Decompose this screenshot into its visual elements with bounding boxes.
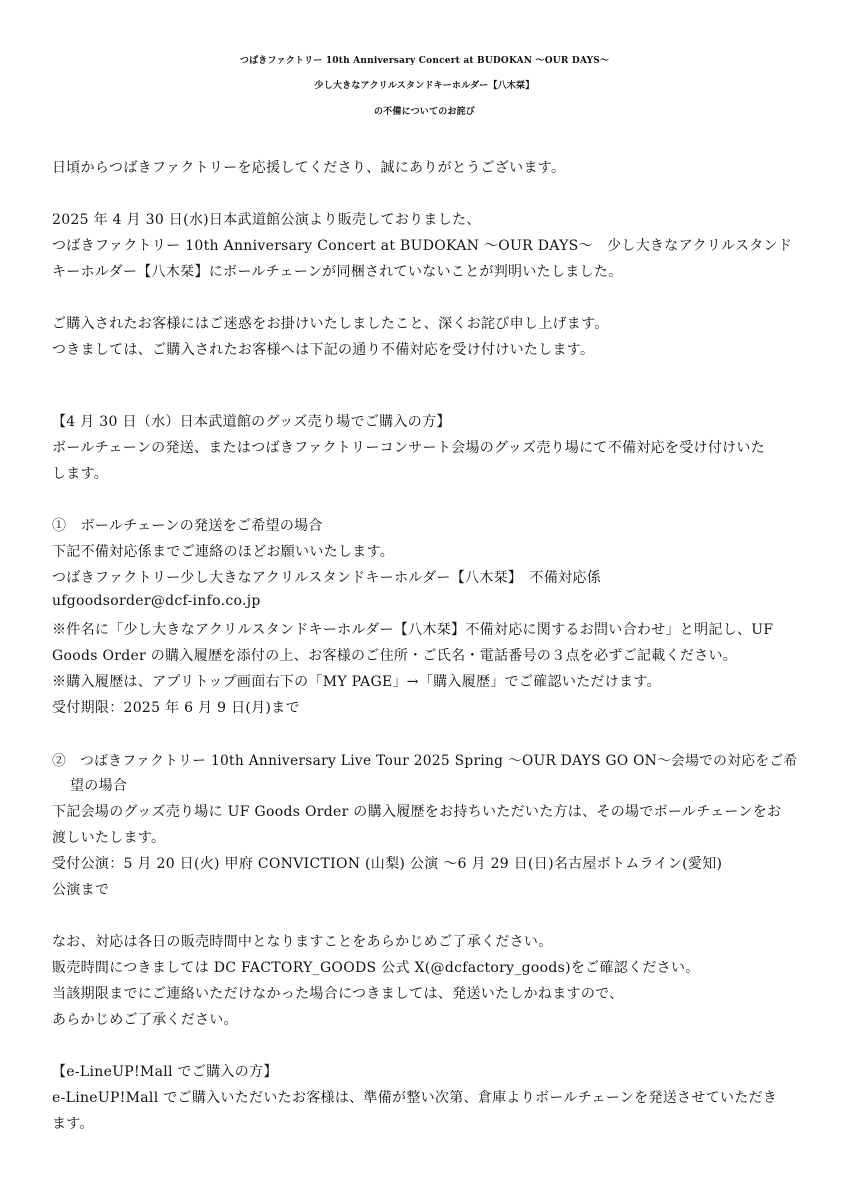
venue-section-heading: 【4 月 30 日（水）日本武道館のグッズ売り場でご購入の方】 [52,414,451,430]
option-2-heading-line-2: 望の場合 [70,778,128,794]
option-2-line-1: 下記会場のグッズ売り場に UF Goods Order の購入履歴をお持ちいただいた方は、その場でボールチェーンをお [52,804,782,820]
apology-line-2: つきましては、ご購入されたお客様へは下記の通り不備対応を受け付けいたします。 [52,342,595,358]
notes-line-1: なお、対応は各日の販売時間中となりますことをあらかじめご了承ください。 [52,934,553,950]
option-1-line-1: 下記不備対応係までご連絡のほどお願いいたします。 [52,544,395,560]
description-line-1: 2025 年 4 月 30 日(水)日本武道館公演より販売しておりました、 [52,212,481,228]
option-1-deadline: 受付期限：2025 年 6 月 9 日(月)まで [52,700,300,716]
option-2-heading-line-1: ② つばきファクトリー 10th Anniversary Live Tour 2025 Spring ～OUR DAYS GO ON～会場での対応をご希 [52,753,798,769]
page-title-line-2: 少し大きなアクリルスタンドキーホルダー【八木栞】 [314,81,535,91]
description-line-2: つばきファクトリー 10th Anniversary Concert at BUDOKAN ～OUR DAYS～ 少し大きなアクリルスタンド [52,238,793,254]
page-title-line-3: の不備についてのお詫び [373,107,476,117]
option-2-line-2: 渡しいたします。 [52,830,166,846]
option-1-note-1-line-1: ※件名に「少し大きなアクリルスタンドキーホルダー【八木栞】不備対応に関するお問い合わせ」と明記し、UF [52,622,774,638]
description-line-3: キーホルダー【八木栞】にボールチェーンが同梱されていないことが判明いたしました。 [52,264,623,280]
notes-line-4: あらかじめご了承ください。 [52,1012,238,1028]
mall-section-body-line-1: e-LineUP!Mall でご購入いただいたお客様は、準備が整い次第、倉庫よりボールチェーンを発送させていただき [52,1090,778,1106]
option-2-period-line-2: 公演まで [52,882,110,898]
page-title-line-1: つばきファクトリー 10th Anniversary Concert at BUDOKAN ～OUR DAYS～ [239,56,610,66]
greeting-text: 日頃からつばきファクトリーを応援してくださり、誠にありがとうございます。 [52,160,566,176]
option-1-note-2: ※購入履歴は、アプリトップ画面右下の「MY PAGE」→「購入履歴」でご確認いただけます。 [52,674,661,690]
option-1-line-2: つばきファクトリー少し大きなアクリルスタンドキーホルダー【八木栞】 不備対応係 [52,570,602,586]
option-1-note-1-line-2: Goods Order の購入履歴を添付の上、お客様のご住所・ご氏名・電話番号の３点を必ずご記載ください。 [52,648,738,664]
notes-line-2: 販売時間につきましては DC FACTORY_GOODS 公式 X(@dcfactory_goods)をご確認ください。 [52,960,700,976]
notes-line-3: 当該期限までにご連絡いただけなかった場合につきましては、発送いたしかねますので、 [52,986,624,1002]
contact-email: ufgoodsorder@dcf-info.co.jp [52,593,261,609]
apology-line-1: ご購入されたお客様にはご迷惑をお掛けいたしましたこと、深くお詫び申し上げます。 [52,316,609,332]
option-1-heading: ① ボールチェーンの発送をご希望の場合 [52,518,323,534]
mall-section-heading: 【e-LineUP!Mall でご購入の方】 [52,1064,278,1080]
venue-section-body-line-1: ボールチェーンの発送、またはつばきファクトリーコンサート会場のグッズ売り場にて不備対応を受け付けいた [52,440,766,456]
mall-section-body-line-2: ます。 [52,1116,94,1132]
venue-section-body-line-2: します。 [52,466,109,482]
option-2-period-line-1: 受付公演：5 月 20 日(火) 甲府 CONVICTION (山梨) 公演 ～6 月 29 日(日)名古屋ボトムライン(愛知) [52,856,723,872]
